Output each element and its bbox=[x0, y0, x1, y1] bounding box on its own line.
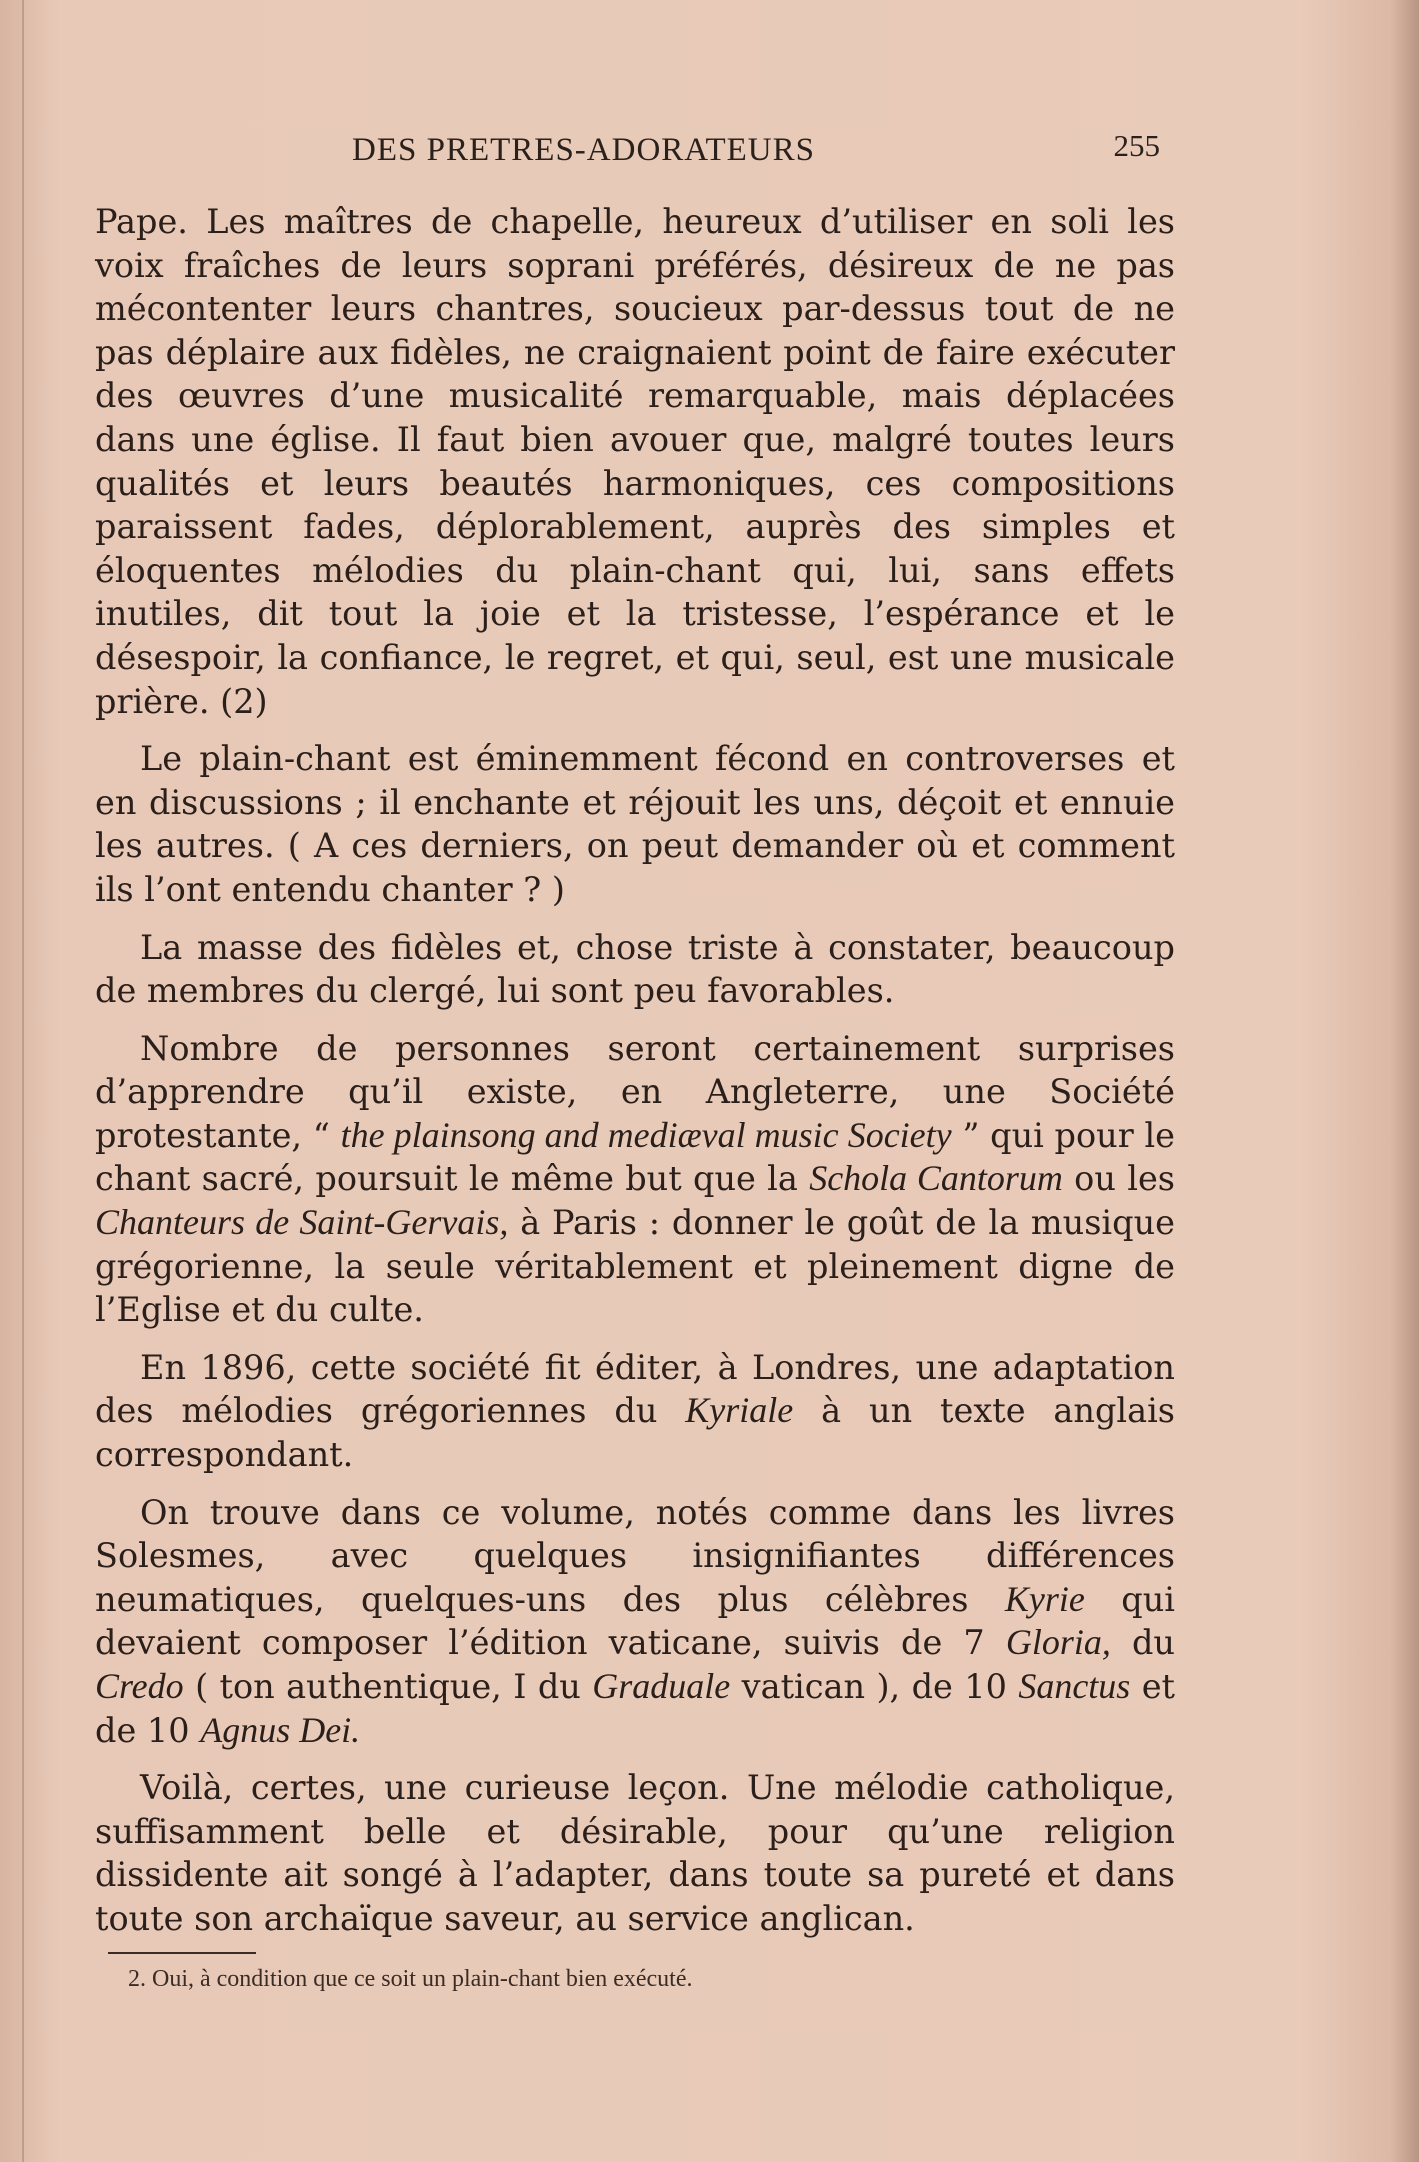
text-run: ” qui pour le chant sacré, poursuit le même but que la bbox=[95, 1115, 1175, 1199]
text-run: qui devaient composer l’édition vaticane, suivis de 7 bbox=[95, 1579, 1175, 1663]
text-run: Nombre de personnes seront certainement surprises d’apprendre qu’il existe, en Angleterre, une Société protestante, “ bbox=[95, 1028, 1175, 1155]
text-run: ( ton authentique, I du bbox=[183, 1667, 593, 1706]
running-head: DES PRETRES-ADORATEURS bbox=[352, 132, 815, 168]
italic-title: Sanctus bbox=[1018, 1666, 1131, 1706]
paragraph-1: Pape. Les maîtres de chapelle, heureux d’utiliser en soli les voix fraîches de leurs soprani préférés, désireux de ne pas mécontenter leurs chantres, soucieux par-dessus tout de ne pas déplaire aux fidèles, ne craignaient point de faire exécuter des œuvres d’une musicalité remarquable, mais déplacées dans une église. Il faut bien avouer que, malgré toutes leurs qualités et leurs beautés harmoniques, ces compositions paraissent fades, déplorablement, auprès des simples et éloquentes mélodies du plain-chant qui, lui, sans effets inutiles, dit tout la joie et la tristesse, l’espérance et le désespoir, la confiance, le regret, et qui, seul, est une musicale prière. (2) bbox=[95, 202, 1175, 721]
italic-title: Graduale bbox=[592, 1666, 731, 1706]
page-header bbox=[100, 128, 1160, 178]
body-text bbox=[95, 200, 1175, 1955]
text-run: et de 10 bbox=[95, 1667, 1176, 1750]
binding-edge bbox=[22, 0, 24, 2162]
text-run: à Paris : donner le goût de la musique grégorienne, la seule véritablement et pleinement digne de l’Eglise et du culte. bbox=[95, 1203, 1175, 1330]
italic-title: Credo bbox=[95, 1666, 184, 1706]
paragraph-7: Voilà, certes, une curieuse leçon. Une mélodie catholique, suffisamment belle et désirable, pour qu’une religion dissidente ait songé à l’adapter, dans toute sa pureté et dans toute son archaïque saveur, au service anglican. bbox=[95, 1768, 1175, 1938]
italic-title: Agnus Dei. bbox=[200, 1709, 361, 1750]
italic-title: the plainsong and mediæval music Society bbox=[340, 1114, 952, 1155]
italic-title: Kyriale bbox=[685, 1390, 794, 1431]
footnote: 2. Oui, à condition que ce soit un plain-chant bien exécuté. bbox=[128, 1966, 693, 1992]
paragraph-3: La masse des fidèles et, chose triste à constater, beaucoup de membres du clergé, lui sont peu favorables. bbox=[95, 927, 1175, 1011]
footnote-divider bbox=[108, 1952, 256, 1954]
paragraph-2: Le plain-chant est éminemment fécond en controverses et en discussions ; il enchante et réjouit les uns, déçoit et ennuie les autres. ( A ces derniers, on peut demander où et comment ils l’ont entendu chanter ? ) bbox=[95, 739, 1175, 909]
paragraph-4 bbox=[95, 1027, 1175, 1332]
paragraph-5 bbox=[95, 1346, 1175, 1477]
text-run: du bbox=[1110, 1623, 1176, 1663]
italic-title: Chanteurs de Saint-Gervais, bbox=[95, 1202, 509, 1243]
italic-title: Schola Cantorum bbox=[809, 1158, 1063, 1199]
page-number: 255 bbox=[1113, 128, 1160, 163]
text-run: à un texte anglais correspondant. bbox=[95, 1391, 1175, 1475]
paragraph-6 bbox=[95, 1491, 1175, 1753]
text-run: vatican ), de 10 bbox=[730, 1667, 1019, 1706]
text-run: En 1896, cette société fit éditer, à Londres, une adaptation des mélodies grégoriennes du bbox=[95, 1347, 1175, 1431]
text-run: ou les bbox=[1062, 1159, 1175, 1199]
italic-title: Gloria, bbox=[1005, 1622, 1111, 1663]
italic-title: Kyrie bbox=[1004, 1578, 1085, 1619]
text-run: On trouve dans ce volume, notés comme dans les livres Solesmes, avec quelques insignifiantes différences neumatiques, quelques-uns des plus célèbres bbox=[95, 1492, 1175, 1619]
